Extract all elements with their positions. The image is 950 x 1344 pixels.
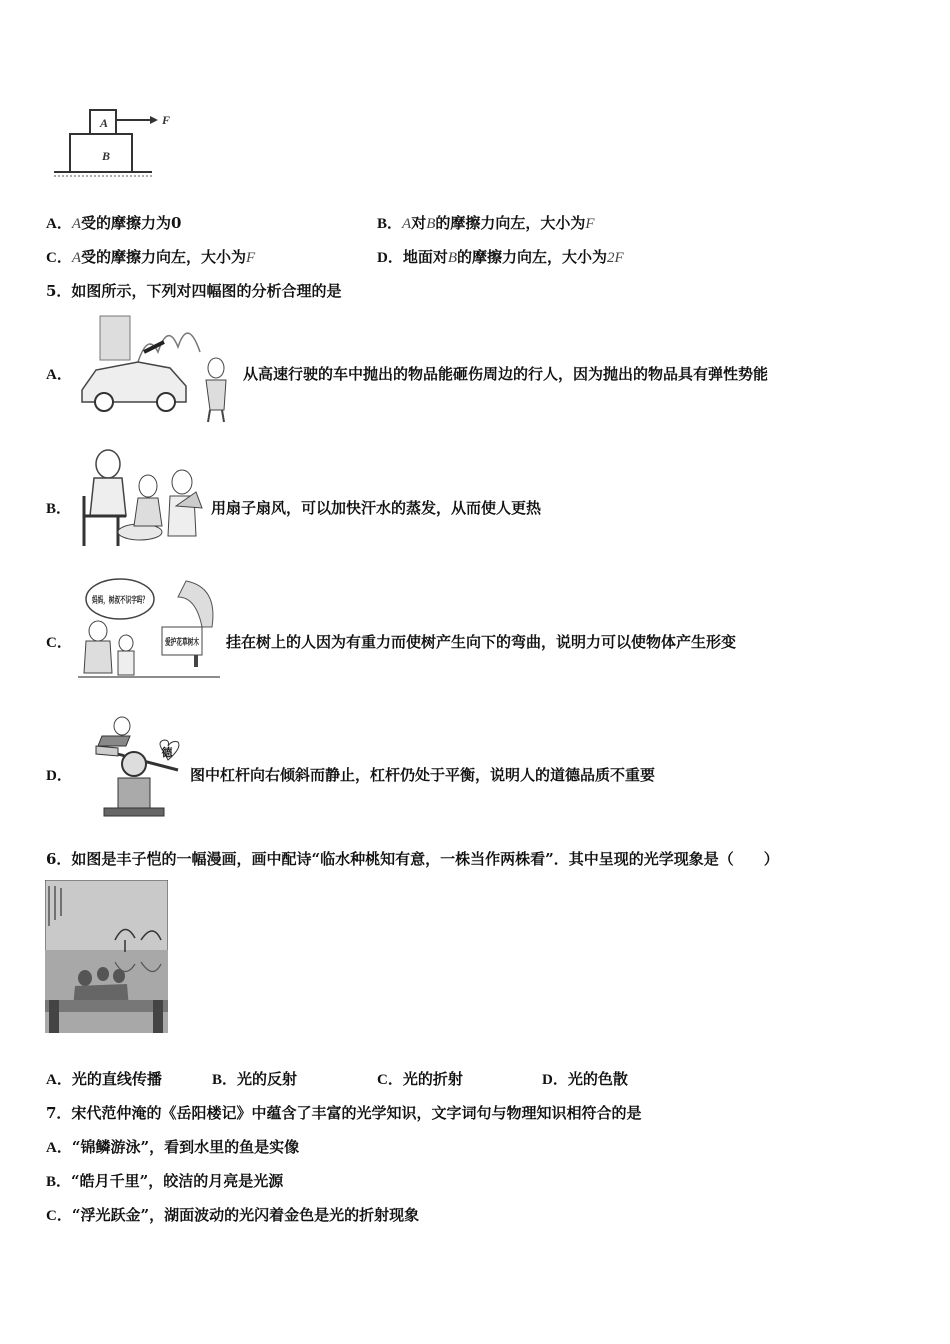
q6-stem: 6．如图是丰子恺的一幅漫画，画中配诗“临水种桃知有意，一株当作两株看”．其中呈现的光学现象是（ ）	[46, 850, 779, 868]
sign-text: 爱护花草树木	[165, 638, 220, 648]
q7-option-c[interactable]: C．“浮光跃金”，湖面波动的光闪着金色是光的折射现象	[46, 1206, 420, 1224]
q5-option-d-text: 图中杠杆向右倾斜而静止，杠杆仍处于平衡，说明人的道德品质不重要	[190, 766, 656, 784]
feng-zikai-cartoon	[45, 880, 168, 1033]
force-label: F	[162, 113, 171, 127]
tree-hanging-image	[78, 577, 220, 681]
q5-option-b-label: B．	[46, 501, 72, 517]
q5-option-b-text: 用扇子扇风，可以加快汗水的蒸发，从而使人更热	[211, 499, 542, 517]
car-throwing-image	[78, 312, 236, 424]
q7-option-b[interactable]: B．“皓月千里”，皎洁的月亮是光源	[46, 1172, 284, 1190]
de-heart-text: 德	[161, 746, 173, 759]
q6-option-d[interactable]: D．光的色散	[542, 1070, 628, 1088]
q5-option-c-text: 挂在树上的人因为有重力而使树产生向下的弯曲，说明力可以使物体产生形变	[226, 633, 737, 651]
q4-option-d[interactable]: D．地面对B的摩擦力向左，大小为2F	[377, 248, 624, 266]
fan-image	[78, 446, 206, 550]
lever-balance-image	[78, 712, 188, 820]
block-b-label: B	[102, 149, 111, 163]
q4-option-a[interactable]: A．A受的摩擦力为0	[46, 214, 182, 232]
q5-option-c-label: C．	[46, 635, 72, 651]
q4-option-c[interactable]: C．A受的摩擦力向左，大小为F	[46, 248, 256, 266]
q5-stem: 5．如图所示，下列对四幅图的分析合理的是	[46, 282, 342, 300]
q4-option-b[interactable]: B．A对B的摩擦力向左，大小为F	[377, 214, 595, 232]
q5-option-a-label: A．	[46, 367, 72, 383]
q6-option-b[interactable]: B．光的反射	[212, 1070, 298, 1088]
blocks-figure	[52, 100, 182, 182]
block-a-label: A	[100, 116, 109, 130]
q6-option-a[interactable]: A．光的直线传播	[46, 1070, 162, 1088]
q5-option-d-label: D．	[46, 768, 72, 784]
q7-stem: 7．宋代范仲淹的《岳阳楼记》中蕴含了丰富的光学知识，文字词句与物理知识相符合的是	[46, 1104, 642, 1122]
q6-option-c[interactable]: C．光的折射	[377, 1070, 463, 1088]
speech-bubble-text: 妈妈，树叔不识字吗？	[92, 596, 183, 606]
q7-option-a[interactable]: A．“锦鳞游泳”，看到水里的鱼是实像	[46, 1138, 300, 1156]
q5-option-a-text: 从高速行驶的车中抛出的物品能砸伤周边的行人，因为抛出的物品具有弹性势能	[243, 365, 769, 383]
